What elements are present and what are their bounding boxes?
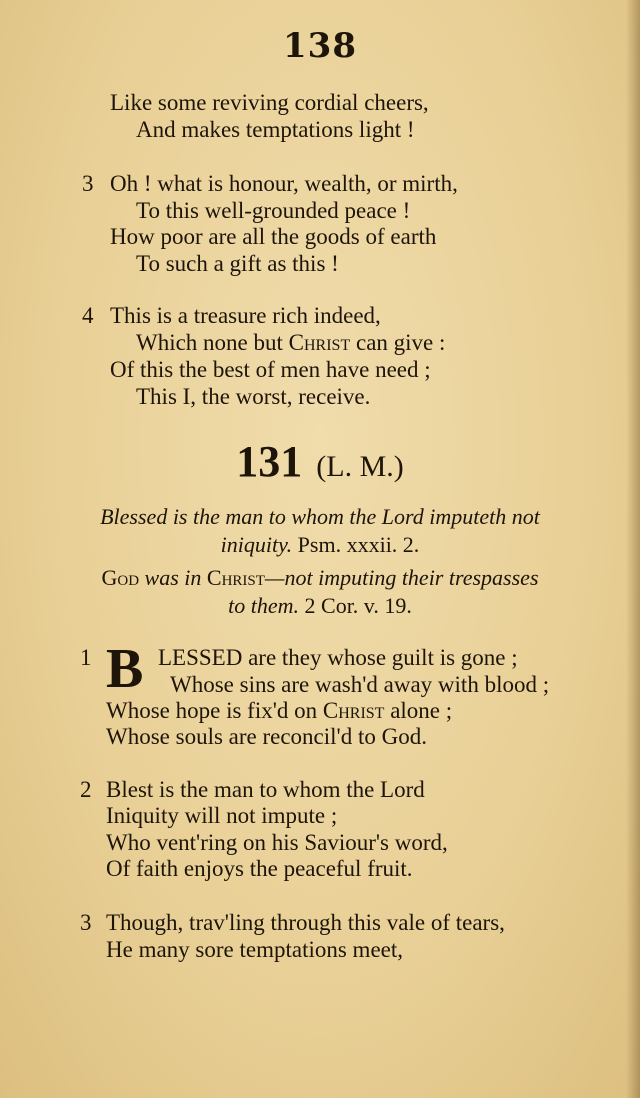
stanza-line: Of this the best of men have need ; xyxy=(110,357,431,382)
hymn-heading xyxy=(0,436,640,487)
hymn-meter: (L. M.) xyxy=(316,450,404,483)
stanza-line: This is a treasure rich indeed, xyxy=(110,303,381,328)
stanza-number: 4 xyxy=(82,303,94,328)
drop-cap: B xyxy=(106,638,144,700)
stanza-line: To this well-grounded peace ! xyxy=(136,198,411,223)
continued-line-1: Like some reviving cordial cheers, xyxy=(110,90,429,115)
stanza-line: Iniquity will not impute ; xyxy=(106,803,338,828)
stanza-line: Oh ! what is honour, wealth, or mirth, xyxy=(110,171,458,196)
epigraph-1: Blessed is the man to whom the Lord imputeth not iniquity. Psm. xxxii. 2. xyxy=(100,504,540,557)
stanza-line: Blest is the man to whom the Lord xyxy=(106,777,425,802)
hymn-number: 131 xyxy=(236,437,303,486)
stanza-line: Whose souls are reconcil'd to God. xyxy=(106,724,427,749)
stanza-line: Of faith enjoys the peaceful fruit. xyxy=(106,856,413,881)
page-edge-shadow xyxy=(626,0,640,1098)
stanza-line: Whose hope is fix'd on Christ alone ; xyxy=(106,698,453,723)
stanza-line: This I, the worst, receive. xyxy=(136,384,371,409)
stanza-line: Whose sins are wash'd away with blood ; xyxy=(170,672,550,697)
christ-smallcaps: Christ xyxy=(288,330,351,355)
stanza-number: 2 xyxy=(80,777,92,802)
stanza-number: 1 xyxy=(80,645,92,670)
stanza-number: 3 xyxy=(82,171,94,196)
epigraph-2: God was in Christ—not imputing their trespasses to them. 2 Cor. v. 19. xyxy=(101,565,539,618)
stanza-number: 3 xyxy=(80,910,92,935)
continued-line-2: And makes temptations light ! xyxy=(136,117,415,142)
stanza-line: Which none but Christ can give : xyxy=(136,330,446,355)
stanza-line: Though, trav'ling through this vale of tears, xyxy=(106,910,505,935)
page-number: 138 xyxy=(283,26,357,66)
stanza-line: He many sore temptations meet, xyxy=(106,937,404,962)
stanza-line: LESSED are they whose guilt is gone ; xyxy=(158,645,518,670)
stanza-line: Who vent'ring on his Saviour's word, xyxy=(106,830,448,855)
stanza-line: To such a gift as this ! xyxy=(136,251,339,276)
christ-smallcaps: Christ xyxy=(322,698,385,723)
stanza-line: How poor are all the goods of earth xyxy=(110,224,437,249)
